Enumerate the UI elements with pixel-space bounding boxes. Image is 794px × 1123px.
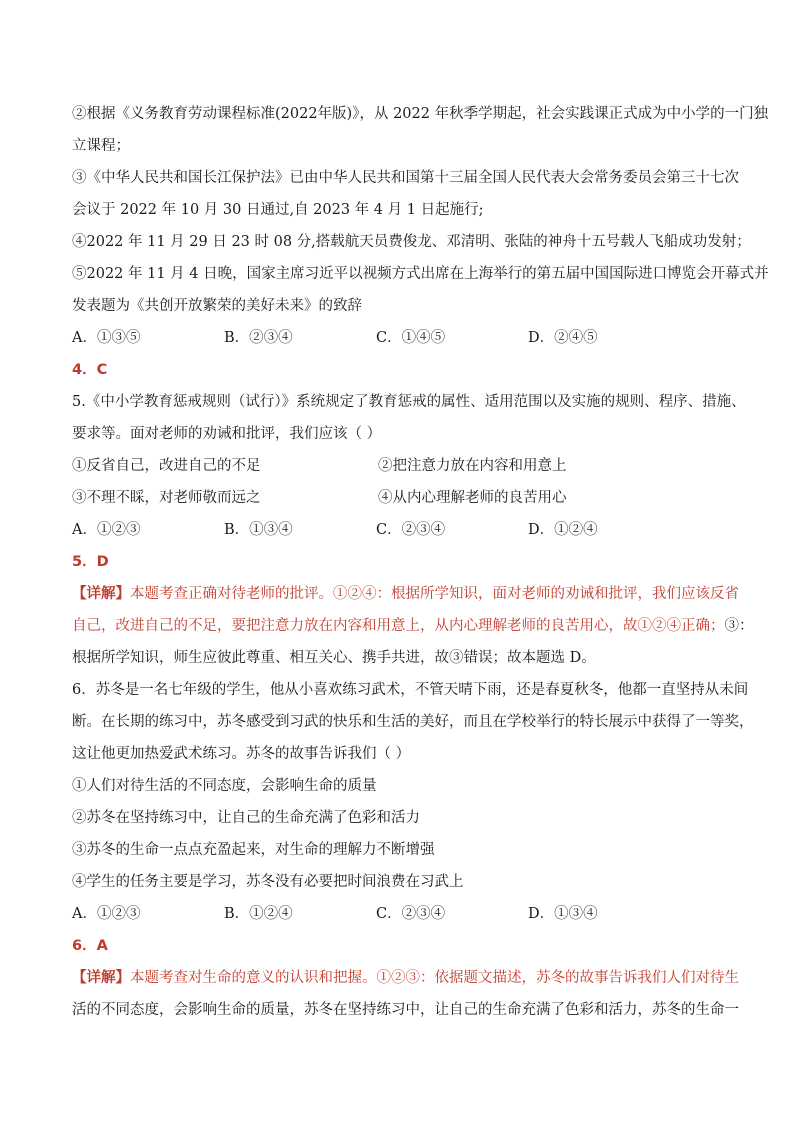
question-content <box>72 98 769 1026</box>
q6-stem-line-3: 这让他更加热爱武术练习。苏冬的故事告诉我们（ ） <box>72 746 411 762</box>
q4-item-5-cont: 发表题为《共创开放繁荣的美好未来》的致辞 <box>72 298 362 314</box>
q4-item-2: ②根据《义务教育劳动课程标准(2022年版)》，从 2022 年秋季学期起，社会实践课正式成为中小学的一门独 <box>72 106 769 122</box>
q6-option-d: D．①③④ <box>528 906 598 922</box>
q6-choice-4: ④学生的任务主要是学习，苏冬没有必要把时间浪费在习武上 <box>72 874 464 890</box>
q5-explanation-text-1: 本题考查正确对待老师的批评。①②④：根据所学知识，面对老师的劝诫和批评，我们应该反省 <box>130 586 739 602</box>
q5-option-a: A．①②③ <box>72 522 141 538</box>
q4-item-2-cont: 立课程； <box>72 138 130 154</box>
q6-option-b: B．①②④ <box>224 906 293 922</box>
q4-item-3: ③《中华人民共和国长江保护法》已由中华人民共和国第十三届全国人民代表大会常务委员会第三十七次 <box>72 170 739 186</box>
q6-option-c: C．②③④ <box>376 906 446 922</box>
q4-option-b: B．②③④ <box>224 330 293 346</box>
q5-choice-1: ①反省自己，改进自己的不足 <box>72 458 261 474</box>
q6-stem-line-2: 断。在长期的练习中，苏冬感受到习武的快乐和生活的美好，而且在学校举行的特长展示中获得了一等奖， <box>72 714 754 730</box>
q6-explanation-tag: 【详解】 <box>72 969 130 986</box>
q6-explanation-line-1 <box>72 962 739 994</box>
q5-explanation-line-3: 根据所学知识，师生应彼此尊重、相互关心、携手共进，故③错误；故本题选 D。 <box>72 650 596 666</box>
q5-answer: 5．D <box>72 554 109 570</box>
q4-option-a: A．①③⑤ <box>72 330 141 346</box>
q5-options <box>72 514 722 546</box>
q5-option-c: C．②③④ <box>376 522 446 538</box>
q5-choice-4: ④从内心理解老师的良苦用心 <box>378 490 567 506</box>
q6-choice-2: ②苏冬在坚持练习中，让自己的生命充满了色彩和活力 <box>72 810 420 826</box>
q6-answer: 6．A <box>72 938 108 954</box>
q6-options <box>72 898 722 930</box>
q5-choice-row-1 <box>72 450 722 482</box>
q4-item-5: ⑤2022 年 11 月 4 日晚，国家主席习近平以视频方式出席在上海举行的第五届中国国际进口博览会开幕式并 <box>72 266 769 282</box>
q5-explanation-line-2 <box>72 610 754 642</box>
q5-choice-3: ③不理不睬，对老师敬而远之 <box>72 490 261 506</box>
q6-stem-line-1: 6．苏冬是一名七年级的学生，他从小喜欢练习武术，不管天晴下雨，还是春夏秋冬，他都一直坚持从未间 <box>72 682 749 698</box>
q6-choice-3: ③苏冬的生命一点点充盈起来，对生命的理解力不断增强 <box>72 842 435 858</box>
q4-item-3-cont: 会议于 2022 年 10 月 30 日通过,自 2023 年 4 月 1 日起施行; <box>72 202 484 218</box>
q5-option-b: B．①③④ <box>224 522 293 538</box>
q5-explanation-line-1 <box>72 578 739 610</box>
q6-option-a: A．①②③ <box>72 906 141 922</box>
q5-explanation-tag: 【详解】 <box>72 585 130 602</box>
q4-options <box>72 322 722 354</box>
q5-option-d: D．①②④ <box>528 522 598 538</box>
q5-explanation-text-2b: ③： <box>724 618 754 634</box>
q6-explanation-line-2: 活的不同态度，会影响生命的质量，苏冬在坚持练习中，让自己的生命充满了色彩和活力，苏冬的生命一 <box>72 1002 739 1018</box>
q6-choice-1: ①人们对待生活的不同态度，会影响生命的质量 <box>72 778 377 794</box>
q4-item-4: ④2022 年 11 月 29 日 23 时 08 分,搭载航天员费俊龙、邓清明、张陆的神舟十五号载人飞船成功发射； <box>72 234 751 250</box>
q4-answer: 4．C <box>72 362 108 378</box>
q5-stem-line-1: 5.《中小学教育惩戒规则（试行）》系统规定了教育惩戒的属性、适用范围以及实施的规则、程序、措施、 <box>72 394 746 410</box>
q5-stem-line-2: 要求等。面对老师的劝诫和批评，我们应该（ ） <box>72 426 382 442</box>
q6-explanation-text-1: 本题考查对生命的意义的认识和把握。①②③：依据题文描述，苏冬的故事告诉我们人们对待生 <box>130 970 739 986</box>
q5-explanation-text-2: 自己，改进自己的不足，要把注意力放在内容和用意上，从内心理解老师的良苦用心，故①②④正确； <box>72 618 725 634</box>
q5-choice-row-2 <box>72 482 722 514</box>
q5-choice-2: ②把注意力放在内容和用意上 <box>378 458 567 474</box>
q4-option-d: D．②④⑤ <box>528 330 598 346</box>
q4-option-c: C．①④⑤ <box>376 330 446 346</box>
